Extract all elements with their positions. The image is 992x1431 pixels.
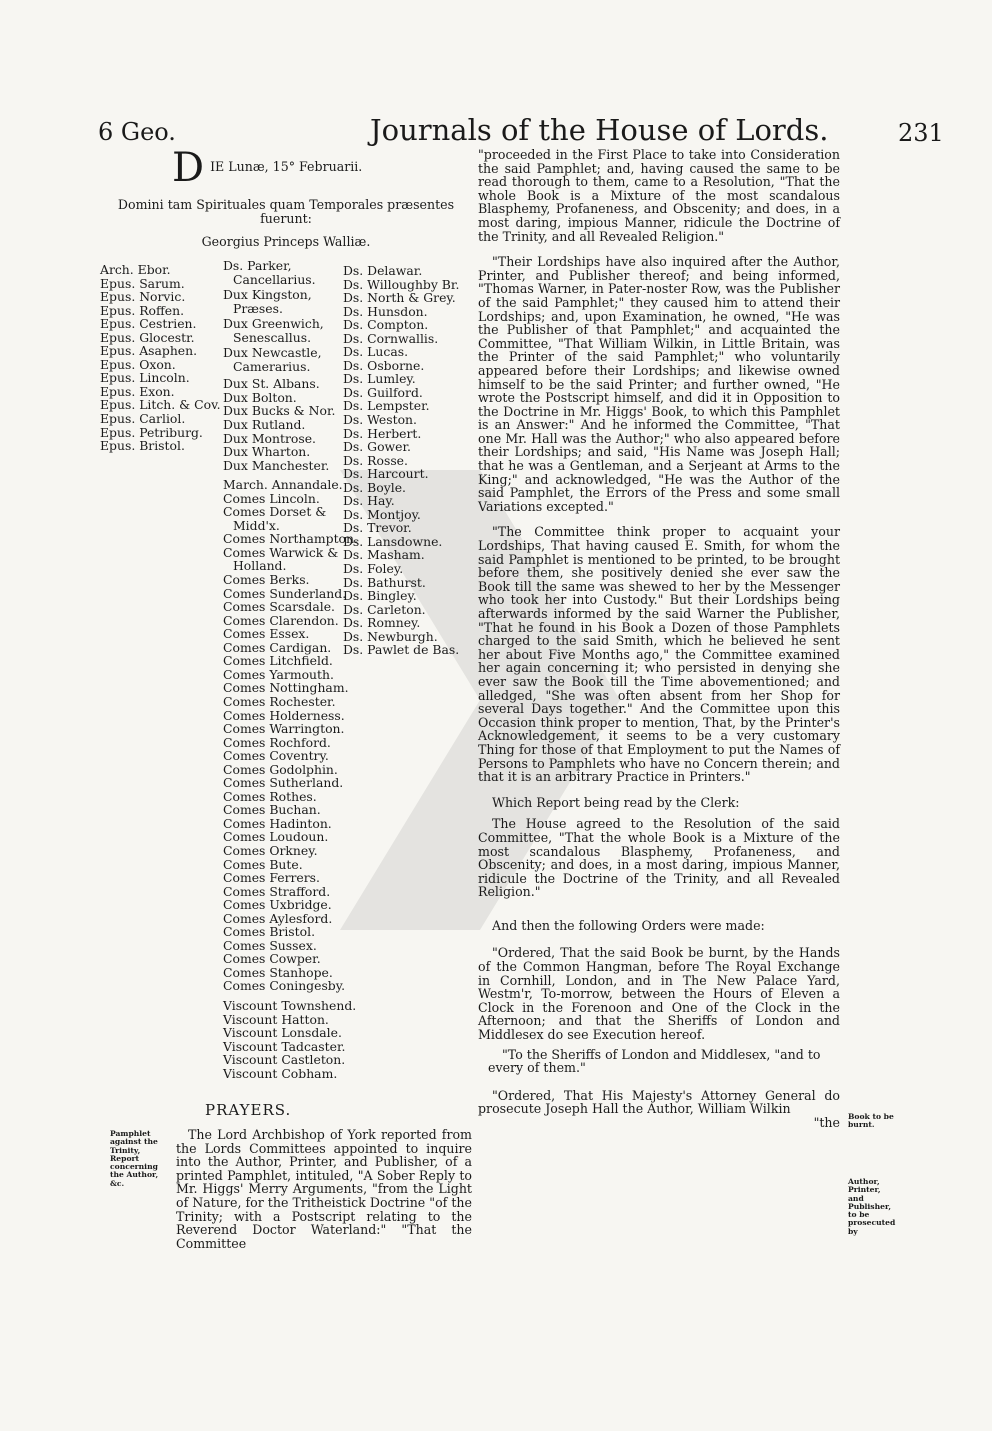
peer-entry: Comes Sussex. xyxy=(223,937,317,953)
baron-entry: Ds. Montjoy. xyxy=(343,506,421,522)
baron-entry: Ds. Delawar. xyxy=(343,263,423,278)
prince-line: Georgius Princeps Walliæ. xyxy=(201,234,371,250)
peer-entry: Comes Orkney. xyxy=(223,842,318,858)
baron-entry: Ds. Bingley. xyxy=(343,588,417,604)
baron-entry: Ds. Osborne. xyxy=(343,357,425,373)
bishop-entry: Epus. Glocestr. xyxy=(100,329,195,345)
peer-entry: Dux Bolton. xyxy=(223,389,297,405)
baron-entry: Ds. Cornwallis. xyxy=(343,330,439,346)
bishop-entry: Epus. Bristol. xyxy=(100,438,185,454)
baron-entry: Ds. Romney. xyxy=(343,615,421,631)
peer-entry: Comes Bristol. xyxy=(223,924,316,940)
baron-entry: Ds. Newburgh. xyxy=(343,628,438,644)
margin-note-pamphlet: Pamphlet against the Trinity, Report concerning the Author, &c. xyxy=(110,1129,159,1188)
date-line: IE Lunæ, 15° Februarii. xyxy=(210,159,363,174)
order-burn-book: "Ordered, That the said Book be burnt, by the Hands of the Common Hangman, before The Royal Exchange in Cornhill, London, and in The New Palace Yard, Westm'r, To-morrow, between the Hours of Eleven a Clock in the Forenoon and One of the Clock in the Afternoon; and that the Sheriffs of London and Middlesex do see Execution hereof. xyxy=(478,945,840,1043)
order-prosecute: "Ordered, That His Majesty's Attorney General do prosecute Joseph Hall the Author, William Wilkin xyxy=(478,1087,840,1117)
peer-entry: Comes Loudoun. xyxy=(223,829,329,845)
baron-entry: Ds. North & Grey. xyxy=(343,290,456,306)
peer-entry: Comes Rothes. xyxy=(223,788,317,804)
baron-entry: Ds. Harcourt. xyxy=(343,466,429,482)
baron-entry: Ds. Masham. xyxy=(343,547,425,563)
page-number: 231 xyxy=(898,119,944,147)
peer-entry: Comes Ferrers. xyxy=(223,870,320,886)
peer-entry: Dux Manchester. xyxy=(223,457,330,473)
house-agreed-paragraph: The House agreed to the Resolution of the said Committee, "That the whole Book is a Mixture of the most scandalous Blasphemy, Profaneness, and Obscenity; and does, in a most daring, impious Manner, ridicule the Doctrine of the Trinity, and all Revealed Religion." xyxy=(478,816,840,900)
bishop-entry: Epus. Lincoln. xyxy=(100,370,190,386)
peer-entry: Comes Stanhope. xyxy=(223,964,333,980)
peer-entry: Comes Bute. xyxy=(223,856,303,872)
report-smith: "The Committee think proper to acquaint your Lordships, That having caused E. Smith, for whom the said Pamphlet is mentioned to be printed, to be brought before them, she positively denied she ever saw the Book till the same was shewed to her by the Messenger who took her into Custody." But their Lordships being afterwards informed by the said Warner the Publisher, "That he found in his Book a Dozen of those Pamphlets charged to the said Smith, which he believed he sent her about Five Months ago," the Committee examined her again concerning it; who persisted in denying she ever saw the Book till the Time abovementioned; and alledged, "She was often absent from her Shop for several Days together." And the Committee upon this Occasion think proper to mention, That, by the Printer's Acknowledgement, it seems to be a very customary Thing for those of that Employment to put the Names of Persons to Pamphlets who have no Concern therein; and that it is an arbitrary Practice in Printers." xyxy=(478,524,840,785)
report-read-line: Which Report being read by the Clerk: xyxy=(492,794,740,810)
page-header-left: 6 Geo. xyxy=(98,118,176,146)
peer-entry: Comes Sutherland. xyxy=(223,775,344,791)
peer-entry: Comes Berks. xyxy=(223,572,310,588)
right-column xyxy=(478,148,840,1130)
bishop-entry: Epus. Petriburg. xyxy=(100,424,203,440)
present-line: Domini tam Spirituales quam Temporales præsentes fuerunt: xyxy=(117,197,455,226)
baron-entry: Ds. Lansdowne. xyxy=(343,533,443,549)
page-title: Journals of the House of Lords. xyxy=(370,113,829,147)
peer-entry: Comes Godolphin. xyxy=(223,761,338,777)
officer-entry: Dux Kingston, Præses. xyxy=(223,287,312,316)
baron-entry: Ds. Weston. xyxy=(343,412,417,428)
peer-entry: Comes Uxbridge. xyxy=(223,897,332,913)
peers-list xyxy=(223,258,358,1081)
officer-entry: Dux Newcastle, Camerarius. xyxy=(223,345,322,374)
peer-entry: Viscount Castleton. xyxy=(223,1052,346,1068)
baron-entry: Ds. Carleton. xyxy=(343,601,426,617)
baron-entry: Ds. Trevor. xyxy=(343,520,412,536)
bishop-entry: Epus. Exon. xyxy=(100,383,175,399)
peer-entry: Comes Warrington. xyxy=(223,721,345,737)
bishop-entry: Epus. Norvic. xyxy=(100,289,186,305)
peer-entry: Comes Holderness. xyxy=(223,707,345,723)
bishop-entry: Epus. Sarum. xyxy=(100,275,185,291)
peer-entry: Comes Aylesford. xyxy=(223,910,333,926)
peer-entry: March. Annandale. xyxy=(223,477,343,493)
peer-entry: Viscount Tadcaster. xyxy=(223,1038,346,1054)
baron-entry: Ds. Lumley. xyxy=(343,371,416,387)
peer-entry: Comes Sunderland. xyxy=(223,585,347,601)
report-continuation: "proceeded in the First Place to take into Consideration the said Pamphlet; and, having caused the same to be read thorough to them, came to a Resolution, "That the whole Book is a Mixture of the most scandalous Blasphemy, Profaneness, and Obscenity; and does, in a most daring, impious Manner, ridicule the Doctrine of the Trinity, and all Revealed Religion." xyxy=(478,147,840,244)
report-paragraph: The Lord Archbishop of York reported from the Lords Committees appointed to inquire into the Author, Printer, and Publisher, of a printed Pamphlet, intituled, "A Sober Reply to Mr. Higgs' Merry Arguments, "from the Light of Nature, for the Tritheistick Doctrine "of the Trinity; with a Postscript relating to the Reverend Doctor Waterland:" "That the Committee xyxy=(176,1127,472,1251)
peer-entry: Comes Rochford. xyxy=(223,734,331,750)
margin-note-author-prosecuted: Author, Printer, and Publisher, to be prosecuted by xyxy=(848,1177,896,1236)
peer-entry: Comes Coventry. xyxy=(223,748,329,764)
peer-entry: Viscount Townshend. xyxy=(223,997,357,1013)
peer-entry: Comes Coningesby. xyxy=(223,978,346,994)
peer-entry: Comes Strafford. xyxy=(223,883,331,899)
baron-entry: Ds. Gower. xyxy=(343,439,411,455)
baron-entry: Ds. Boyle. xyxy=(343,479,406,495)
bishop-entry: Epus. Carliol. xyxy=(100,411,186,427)
peer-entry: Comes Cardigan. xyxy=(223,639,332,655)
bishop-entry: Epus. Asaphen. xyxy=(100,343,198,359)
baron-entry: Ds. Hay. xyxy=(343,493,395,509)
orders-made-line: And then the following Orders were made: xyxy=(492,917,765,933)
baron-entry: Ds. Hunsdon. xyxy=(343,303,428,319)
officer-entry: Ds. Parker, Cancellarius. xyxy=(223,258,316,287)
baron-entry: Ds. Rosse. xyxy=(343,452,408,468)
peer-entry: Dux St. Albans. xyxy=(223,376,320,392)
peer-entry: Comes Dorset & Midd'x. xyxy=(223,504,327,533)
baron-entry: Ds. Lempster. xyxy=(343,398,430,414)
baron-entry: Ds. Guilford. xyxy=(343,384,423,400)
report-inquiry: "Their Lordships have also inquired after the Author, Printer, and Publisher thereof; and being informed, "Thomas Warner, in Pater-noster Row, was the Publisher of the said Pamphlet;" they caused him to attend their Lordships; and, upon Examination, he owned, "He was the Publisher of that Pamphlet;" and acquainted the Committee, "That William Wilkin, in Little Britain, was the Printer of the said Pamphlet;" who voluntarily appeared before their Lordships; and likewise owned himself to be the said Printer; and further owned, "He wrote the Postscript himself, and did it in Opposition to the Doctrine in Mr. Higgs' Book, to which this Pamphlet is an Answer:" And he informed the Committee, "That one Mr. Hall was the Author;" who also appeared before their Lordships; and said, "His Name was Joseph Hall; that he was a Gentleman, and a Serjeant at Arms to the King;" and acknowledged, "He was the Author of the said Pamphlet, the Errors of the Press and some small Variations excepted." xyxy=(478,254,840,514)
peer-entry: Dux Bucks & Nor. xyxy=(223,403,336,419)
order-addressee: "To the Sheriffs of London and Middlesex, "and to every of them." xyxy=(488,1046,821,1076)
drop-cap: D xyxy=(172,145,205,191)
peer-entry: Comes Warwick & Holland. xyxy=(223,544,339,574)
peer-entry: Comes Nottingham. xyxy=(223,680,349,696)
bishops-list xyxy=(100,262,221,454)
baron-entry: Ds. Foley. xyxy=(343,561,404,577)
peer-entry: Comes Essex. xyxy=(223,626,310,642)
bishop-entry: Epus. Oxon. xyxy=(100,356,176,372)
baron-entry: Ds. Pawlet de Bas. xyxy=(343,642,460,658)
peer-entry: Comes Clarendon. xyxy=(223,612,339,628)
peer-entry: Comes Cowper. xyxy=(223,951,321,967)
margin-note-book-burnt: Book to be burnt. xyxy=(848,1112,894,1130)
peer-entry: Dux Rutland. xyxy=(223,417,306,433)
peer-entry: Dux Montrose. xyxy=(223,430,316,446)
baron-entry: Ds. Willoughby Br. xyxy=(343,276,460,292)
baron-entry: Ds. Herbert. xyxy=(343,425,422,441)
bishop-entry: Epus. Roffen. xyxy=(100,302,185,318)
bishop-entry: Epus. Litch. & Cov. xyxy=(100,397,221,413)
baron-entry: Ds. Compton. xyxy=(343,317,429,333)
order-catchword: "the xyxy=(813,1115,840,1130)
baron-entry: Ds. Bathurst. xyxy=(343,574,426,590)
barons-list xyxy=(343,264,463,657)
peer-entry: Viscount Hatton. xyxy=(223,1011,329,1027)
peer-entry: Comes Rochester. xyxy=(223,693,336,709)
peer-entry: Comes Buchan. xyxy=(223,802,321,818)
peer-entry: Comes Hadinton. xyxy=(223,815,332,831)
peer-entry: Comes Yarmouth. xyxy=(223,666,334,682)
bishop-entry: Epus. Cestrien. xyxy=(100,316,197,332)
prayers-heading: PRAYERS. xyxy=(205,1101,292,1119)
peer-entry: Comes Northampton. xyxy=(223,531,358,547)
peer-entry: Dux Wharton. xyxy=(223,444,311,460)
baron-entry: Ds. Lucas. xyxy=(343,344,409,360)
peer-entry: Comes Scarsdale. xyxy=(223,599,335,615)
peer-entry: Viscount Lonsdale. xyxy=(223,1025,342,1041)
peer-entry: Viscount Cobham. xyxy=(223,1065,338,1081)
left-header-block xyxy=(100,145,472,250)
bishop-entry: Arch. Ebor. xyxy=(100,262,171,277)
peer-entry: Comes Lincoln. xyxy=(223,490,320,506)
officer-entry: Dux Greenwich, Senescallus. xyxy=(223,316,324,345)
peer-entry: Comes Litchfield. xyxy=(223,653,333,669)
